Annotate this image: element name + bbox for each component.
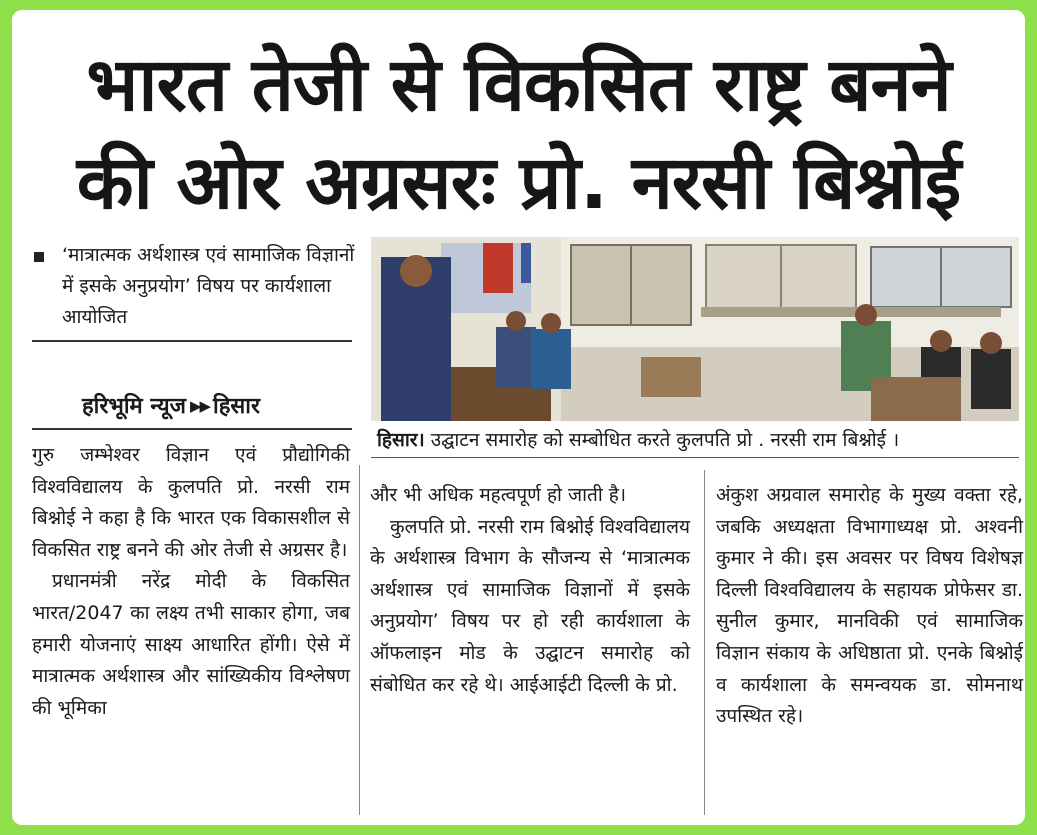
event-photo-illustration	[371, 237, 1019, 421]
double-arrow-icon: ▶▶	[189, 397, 210, 415]
paragraph: और भी अधिक महत्वपूर्ण हो जाती है।	[370, 484, 627, 506]
headline-line-1: भारत तेजी से विकसित राष्ट्र बनने	[86, 42, 951, 128]
byline-source: हरिभूमि न्यूज	[82, 394, 186, 419]
byline-place: हिसार	[213, 394, 260, 419]
column-divider	[704, 470, 705, 815]
photo-caption	[377, 427, 1017, 453]
byline	[82, 390, 260, 420]
divider	[371, 457, 1019, 458]
column-divider	[359, 465, 360, 815]
caption-place: हिसार।	[377, 429, 425, 451]
paragraph: अंकुश अग्रवाल समारोह के मुख्य वक्ता रहे, जबकि अध्यक्षता विभागाध्यक्ष प्रो. अश्वनी कुमार ने की। इस अवसर पर विषय विशेषज्ञ दिल्ली विश्वविद्यालय के सहायक प्रोफेसर डा. सुनील कुमार, मानविकी एवं सामाजिक विज्ञान संकाय के अधिष्ठाता प्रो. एनके बिश्नोई व कार्यशाला के समन्वयक डा. सोमनाथ उपस्थित रहे।	[716, 484, 1023, 728]
newspaper-clipping	[12, 10, 1025, 825]
subhead-text: ‘मात्रात्मक अर्थशास्त्र एवं सामाजिक विज्ञानों में इसके अनुप्रयोग’ विषय पर कार्यशाला आयोजित	[62, 244, 355, 328]
article-column-1	[32, 440, 350, 724]
article-column-3	[716, 480, 1023, 733]
paragraph: प्रधानमंत्री नरेंद्र मोदी के विकसित भारत/2047 का लक्ष्य तभी साकार होगा, जब हमारी योजनाएं साक्ष्य आधारित होंगी। ऐसे में मात्रात्मक अर्थशास्त्र और सांख्यिकीय विश्लेषण की भूमिका	[32, 570, 350, 719]
divider	[32, 340, 352, 342]
headline-line-2: की ओर अग्रसरः प्रो. नरसी बिश्नोई	[76, 140, 961, 226]
paragraph: कुलपति प्रो. नरसी राम बिश्नोई विश्वविद्यालय के अर्थशास्त्र विभाग के सौजन्य से ‘मात्रात्मक अर्थशास्त्र एवं सामाजिक विज्ञानों में इसके अनुप्रयोग’ विषय पर हो रही कार्यशाला के ऑफलाइन मोड के उद्घाटन समारोह को संबोधित कर रहे थे। आईआईटी दिल्ली के प्रो.	[370, 515, 690, 696]
caption-text: उद्घाटन समारोह को सम्बोधित करते कुलपति प्रो . नरसी राम बिश्नोई ।	[424, 429, 900, 451]
event-photo	[371, 237, 1019, 421]
article-column-2	[370, 480, 690, 701]
paragraph: गुरु जम्भेश्वर विज्ञान एवं प्रौद्योगिकी विश्वविद्यालय के कुलपति प्रो. नरसी राम बिश्नोई ने कहा है कि भारत एक विकासशील से विकसित राष्ट्र बनने की ओर तेजी से अग्रसर है।	[32, 444, 350, 561]
divider	[32, 428, 352, 430]
bullet-square-icon	[34, 252, 44, 262]
